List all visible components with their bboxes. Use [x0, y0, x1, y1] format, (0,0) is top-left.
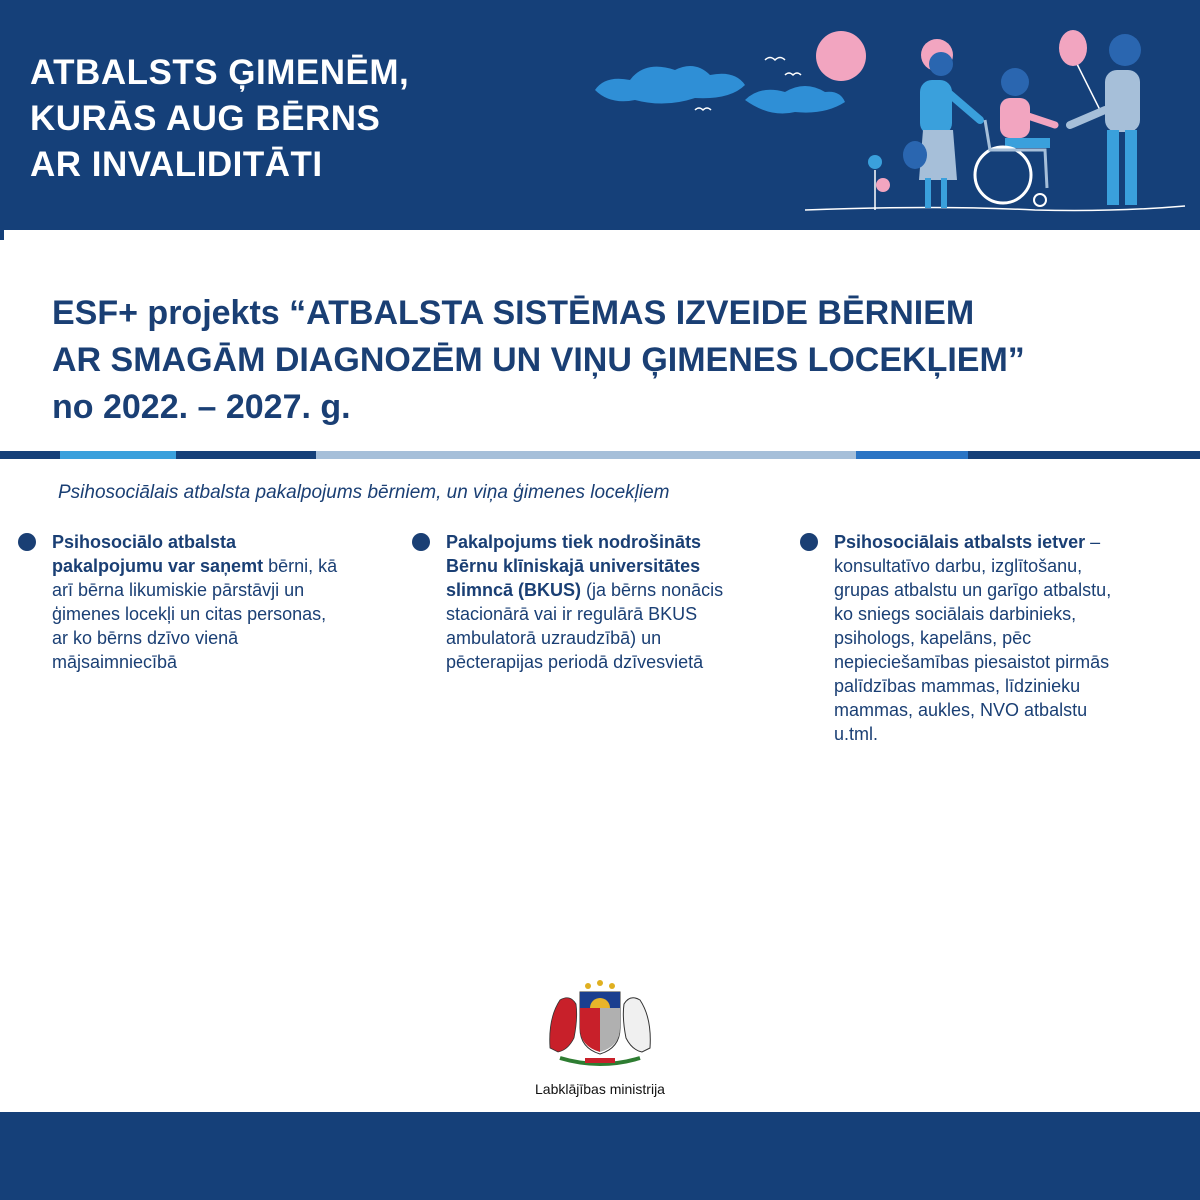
- info-line: konsultatīvo darbu, izglītošanu,: [834, 556, 1083, 576]
- header-title-line: AR INVALIDITĀTI: [30, 145, 323, 184]
- latvia-coat-of-arms-icon: [540, 978, 660, 1068]
- info-column: [834, 530, 1174, 746]
- bird-icon: [785, 73, 801, 75]
- mother-figure: [903, 39, 980, 208]
- project-heading-line: ESF+ projekts “ATBALSTA SISTĒMAS IZVEIDE BĒRNIEM: [52, 294, 975, 332]
- info-column: [446, 530, 786, 674]
- info-line: psihologs, kapelāns, pēc: [834, 628, 1032, 648]
- section-subtitle: Psihosociālais atbalsta pakalpojums bērniem, un viņa ģimenes locekļiem: [58, 482, 670, 503]
- flower-icon: [868, 155, 890, 210]
- project-heading-line: no 2022. – 2027. g.: [52, 388, 351, 426]
- info-line: nepieciešamības piesaistot pirmās: [834, 652, 1110, 672]
- info-line: ģimenes locekļi un citas personas,: [52, 604, 327, 624]
- info-line: Bērnu klīniskajā universitātes: [446, 556, 701, 576]
- section-divider: [0, 451, 1200, 459]
- info-line: Psihosociālais atbalsts ietver –: [834, 532, 1101, 552]
- info-line: pēcterapijas periodā dzīvesvietā: [446, 652, 704, 672]
- ground-line: [805, 206, 1185, 211]
- project-heading-line: AR SMAGĀM DIAGNOZĒM UN VIŅU ĢIMENES LOCEKĻIEM”: [52, 341, 1025, 379]
- info-line: mājsaimniecībā: [52, 652, 178, 672]
- sun-icon: [816, 31, 866, 81]
- header-band-notch: [0, 230, 4, 240]
- father-figure: [1059, 30, 1141, 205]
- info-line: stacionārā vai ir regulārā BKUS: [446, 604, 698, 624]
- info-line: slimncā (BKUS) (ja bērns nonācis: [446, 580, 724, 600]
- info-line: Psihosociālo atbalsta: [52, 532, 237, 552]
- info-line: Pakalpojums tiek nodrošināts: [446, 532, 702, 552]
- bird-icon: [695, 108, 711, 110]
- project-heading: [52, 290, 1172, 431]
- info-line: mammas, aukles, NVO atbalstu: [834, 700, 1088, 720]
- bullet-dot-icon: [18, 533, 36, 551]
- info-line: ar ko bērns dzīvo vienā: [52, 628, 239, 648]
- info-line: u.tml.: [834, 724, 879, 744]
- bullet-dot-icon: [412, 533, 430, 551]
- family-illustration-icon: [585, 20, 1195, 220]
- bullet-dot-icon: [800, 533, 818, 551]
- ministry-name: Labklājības ministrija: [535, 1081, 665, 1097]
- info-line: arī bērna likumiskie pārstāvji un: [52, 580, 305, 600]
- info-line: pakalpojumu var saņemt bērni, kā: [52, 556, 338, 576]
- header-title: [30, 50, 409, 188]
- balloon-icon: [1059, 30, 1087, 66]
- cloud-icon: [745, 86, 845, 114]
- header-title-line: ATBALSTS ĢIMENĒM,: [30, 53, 410, 92]
- info-line: palīdzības mammas, līdzinieku: [834, 676, 1081, 696]
- info-line: ambulatorā uzraudzībā) un: [446, 628, 662, 648]
- bird-icon: [765, 58, 785, 61]
- info-line: ko sniegs sociālais darbinieks,: [834, 604, 1077, 624]
- cloud-icon: [595, 66, 745, 104]
- info-column: [52, 530, 392, 674]
- header-band: [0, 0, 1200, 230]
- info-line: grupas atbalstu un garīgo atbalstu,: [834, 580, 1112, 600]
- header-title-line: KURĀS AUG BĒRNS: [30, 99, 381, 138]
- child-in-wheelchair-figure: [975, 68, 1055, 206]
- footer-band: [0, 1112, 1200, 1200]
